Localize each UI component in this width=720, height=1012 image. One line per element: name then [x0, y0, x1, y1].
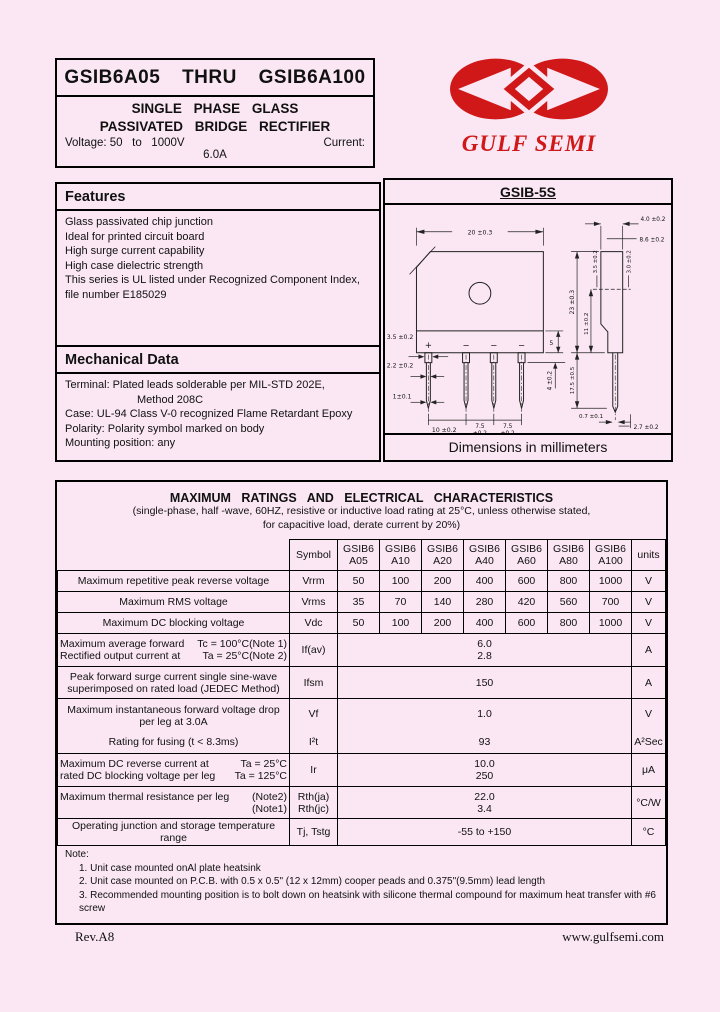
- dim-label: 17.5 ±0.5: [570, 366, 577, 395]
- param-cell: Maximum DC reverse current at Ta = 25°C rated DC blocking voltage per leg Ta = 125°C: [58, 754, 290, 787]
- header-part-cell: GSIB6 A100: [590, 540, 632, 571]
- voltage-range-label: Voltage: 50 to 1000V: [65, 137, 185, 150]
- value-cell: 50: [338, 571, 380, 592]
- symbol-cell: Vrrm: [290, 571, 338, 592]
- param-cell: Maximum thermal resistance per leg (Note2) (Note1): [58, 787, 290, 819]
- dim-label: 8.6 ±0.2: [639, 237, 665, 244]
- row-rth: [58, 787, 666, 819]
- value-cell: 800: [548, 613, 590, 634]
- dim-label: 4 ±0.2: [547, 370, 554, 391]
- note-item: 3. Recommended mounting position is to bolt down on heatsink with silicone thermal compound for maximum heat transfer with #6 screw: [79, 889, 656, 915]
- part-number-title: GSIB6A05 THRU GSIB6A100: [57, 60, 373, 97]
- row-tj-tstg: [58, 819, 666, 846]
- dim-label: 20 ±0.3: [467, 229, 493, 237]
- value-cell: 100: [380, 613, 422, 634]
- param-cell: Maximum average forward Tc = 100°C(Note 1) Rectified output current at Ta = 25°C(Note 2): [58, 634, 290, 667]
- row-vrrm: [58, 571, 666, 592]
- dim-label: 11 ±0.2: [583, 312, 590, 335]
- dim-label: 3.5 ±0.2: [592, 250, 599, 274]
- value-cell: 200: [422, 571, 464, 592]
- features-title: Features: [57, 184, 379, 211]
- dim-label: 0.7 ±0.1: [579, 414, 604, 421]
- dim-label: ±0.2: [472, 431, 487, 436]
- value-cell: 400: [464, 571, 506, 592]
- value-cell: 600: [506, 613, 548, 634]
- value-cell: 10.0 250: [338, 754, 632, 787]
- unit-cell: A: [632, 634, 666, 667]
- polarity-mark: −: [518, 339, 526, 350]
- mechanical-data-section: [55, 347, 381, 462]
- unit-cell: °C/W: [632, 787, 666, 819]
- table-header-row: [58, 540, 666, 571]
- row-ifav: [58, 634, 666, 667]
- gulfsemi-logo-icon: [448, 54, 610, 124]
- polarity-mark: −: [462, 339, 470, 350]
- gulfsemi-logo: [448, 54, 610, 157]
- note-item: 2. Unit case mounted on P.C.B. with 0.5 x 0.5" (12 x 12mm) cooper peads and 0.375"(9.5mm) lead length: [79, 876, 546, 888]
- header-part-cell: GSIB6 A80: [548, 540, 590, 571]
- header-part-cell: GSIB6 A40: [464, 540, 506, 571]
- symbol-cell: Vrms: [290, 592, 338, 613]
- current-label: Current:: [323, 137, 365, 150]
- value-cell: 50: [338, 613, 380, 634]
- ratings-table-subtitle-2: for capacitive load, derate current by 20%): [262, 518, 461, 531]
- symbol-cell: Vdc: [290, 613, 338, 634]
- value-cell: 600: [506, 571, 548, 592]
- header-units-cell: units: [632, 540, 666, 571]
- value-cell: 140: [422, 592, 464, 613]
- param-cell: Operating junction and storage temperature range: [58, 819, 290, 846]
- symbol-cell: Tj, Tstg: [290, 819, 338, 846]
- ratings-table-subtitle-1: (single-phase, half -wave, 60HZ, resistive or inductive load rating at 25°C, unless otherwise stated,: [132, 505, 591, 517]
- value-cell: 200: [422, 613, 464, 634]
- value-cell: -55 to +150: [338, 819, 632, 846]
- value-cell: 6.0 2.8: [338, 634, 632, 667]
- value-cell: 1000: [590, 613, 632, 634]
- dim-label: ±0.2: [500, 431, 515, 436]
- dim-label: 23 ±0.3: [569, 289, 577, 315]
- value-cell: 35: [338, 592, 380, 613]
- package-name: GSIB-5S: [385, 180, 671, 205]
- dim-label: 4.0 ±0.2: [640, 216, 666, 223]
- symbol-cell: Ir: [290, 754, 338, 787]
- symbol-cell: If(av): [290, 634, 338, 667]
- notes-label: Note:: [65, 849, 89, 861]
- polarity-mark: −: [490, 339, 498, 350]
- part-number-header-box: [55, 58, 375, 168]
- dim-label: 7.5: [503, 424, 513, 431]
- unit-cell: V A²Sec: [632, 699, 666, 754]
- row-vf-i2t: [58, 699, 666, 754]
- device-subtitle-line1: SINGLE PHASE GLASS: [131, 101, 299, 116]
- diagram-caption: Dimensions in millimeters: [385, 433, 671, 460]
- row-vrms: [58, 592, 666, 613]
- param-cell: Maximum repetitive peak reverse voltage: [58, 571, 290, 592]
- current-value: 6.0A: [203, 149, 227, 162]
- feature-item: This series is UL listed under Recognized Component Index, file number E185029: [65, 274, 360, 301]
- dim-label: 5: [549, 339, 554, 347]
- param-cell: Maximum DC blocking voltage: [58, 613, 290, 634]
- value-cell: 22.0 3.4: [338, 787, 632, 819]
- ratings-table-section: [55, 480, 668, 925]
- symbol-cell: Ifsm: [290, 667, 338, 699]
- website-link[interactable]: www.gulfsemi.com: [562, 929, 664, 944]
- header-part-cell: GSIB6 A05: [338, 540, 380, 571]
- value-cell: 800: [548, 571, 590, 592]
- unit-cell: V: [632, 592, 666, 613]
- package-diagram-section: [383, 178, 673, 462]
- param-cell: Maximum RMS voltage: [58, 592, 290, 613]
- param-cell: Peak forward surge current single sine-wave superimposed on rated load (JEDEC Method): [58, 667, 290, 699]
- value-cell: 100: [380, 571, 422, 592]
- revision-label: Rev.A8: [75, 929, 115, 944]
- dim-label: 1±0.1: [392, 393, 412, 401]
- note-item: 1. Unit case mounted onAl plate heatsink: [79, 862, 261, 874]
- dim-label: 10 ±0.2: [431, 427, 457, 435]
- mechanical-line: Terminal: Plated leads solderable per MIL-STD 202E,: [65, 379, 325, 391]
- package-outline-drawing: [385, 206, 671, 436]
- unit-cell: °C: [632, 819, 666, 846]
- dim-label: 7.5: [475, 424, 485, 431]
- param-cell: Maximum instantaneous forward voltage drop per leg at 3.0A Rating for fusing (t < 8.3ms): [58, 699, 290, 754]
- header-empty-cell: [58, 540, 290, 571]
- symbol-cell: Rth(ja) Rth(jc): [290, 787, 338, 819]
- dim-label: 3.0 ±0.2: [626, 250, 633, 274]
- value-cell: 700: [590, 592, 632, 613]
- feature-item: High case dielectric strength: [65, 259, 204, 272]
- header-symbol-cell: Symbol: [290, 540, 338, 571]
- mechanical-line: Case: UL-94 Class V-0 recognized Flame Retardant Epoxy: [65, 408, 353, 421]
- mechanical-line: Mounting position: any: [65, 437, 176, 450]
- brand-name: GULF SEMI: [461, 131, 597, 156]
- mechanical-line: Method 208C: [137, 393, 204, 406]
- unit-cell: A: [632, 667, 666, 699]
- unit-cell: μA: [632, 754, 666, 787]
- value-cell: 150: [338, 667, 632, 699]
- device-subtitle-line2: PASSIVATED BRIDGE RECTIFIER: [99, 118, 331, 134]
- value-cell: 560: [548, 592, 590, 613]
- row-ifsm: [58, 667, 666, 699]
- header-part-cell: GSIB6 A10: [380, 540, 422, 571]
- dim-label: 2.2 ±0.2: [386, 362, 414, 370]
- header-part-cell: GSIB6 A60: [506, 540, 548, 571]
- feature-item: Ideal for printed circuit board: [65, 230, 205, 243]
- mechanical-data-title: Mechanical Data: [57, 347, 379, 374]
- value-cell: 1.0 93: [338, 699, 632, 754]
- polarity-mark: +: [424, 339, 432, 350]
- row-vdc: [58, 613, 666, 634]
- header-part-cell: GSIB6 A20: [422, 540, 464, 571]
- value-cell: 400: [464, 613, 506, 634]
- notes-section: [57, 846, 666, 923]
- unit-cell: V: [632, 613, 666, 634]
- value-cell: 420: [506, 592, 548, 613]
- feature-item: High surge current capability: [65, 245, 205, 258]
- value-cell: 70: [380, 592, 422, 613]
- unit-cell: V: [632, 571, 666, 592]
- dim-label: 2.7 ±0.2: [633, 425, 659, 432]
- ratings-table-title: MAXIMUM RATINGS AND ELECTRICAL CHARACTERISTICS: [169, 491, 554, 505]
- value-cell: 280: [464, 592, 506, 613]
- value-cell: 1000: [590, 571, 632, 592]
- ratings-table: [57, 539, 666, 846]
- mechanical-line: Polarity: Polarity symbol marked on body: [65, 422, 265, 435]
- row-ir: [58, 754, 666, 787]
- features-section: [55, 182, 381, 347]
- dim-label: 3.5 ±0.2: [386, 333, 414, 341]
- symbol-cell: Vf I²t: [290, 699, 338, 754]
- feature-item: Glass passivated chip junction: [65, 216, 213, 228]
